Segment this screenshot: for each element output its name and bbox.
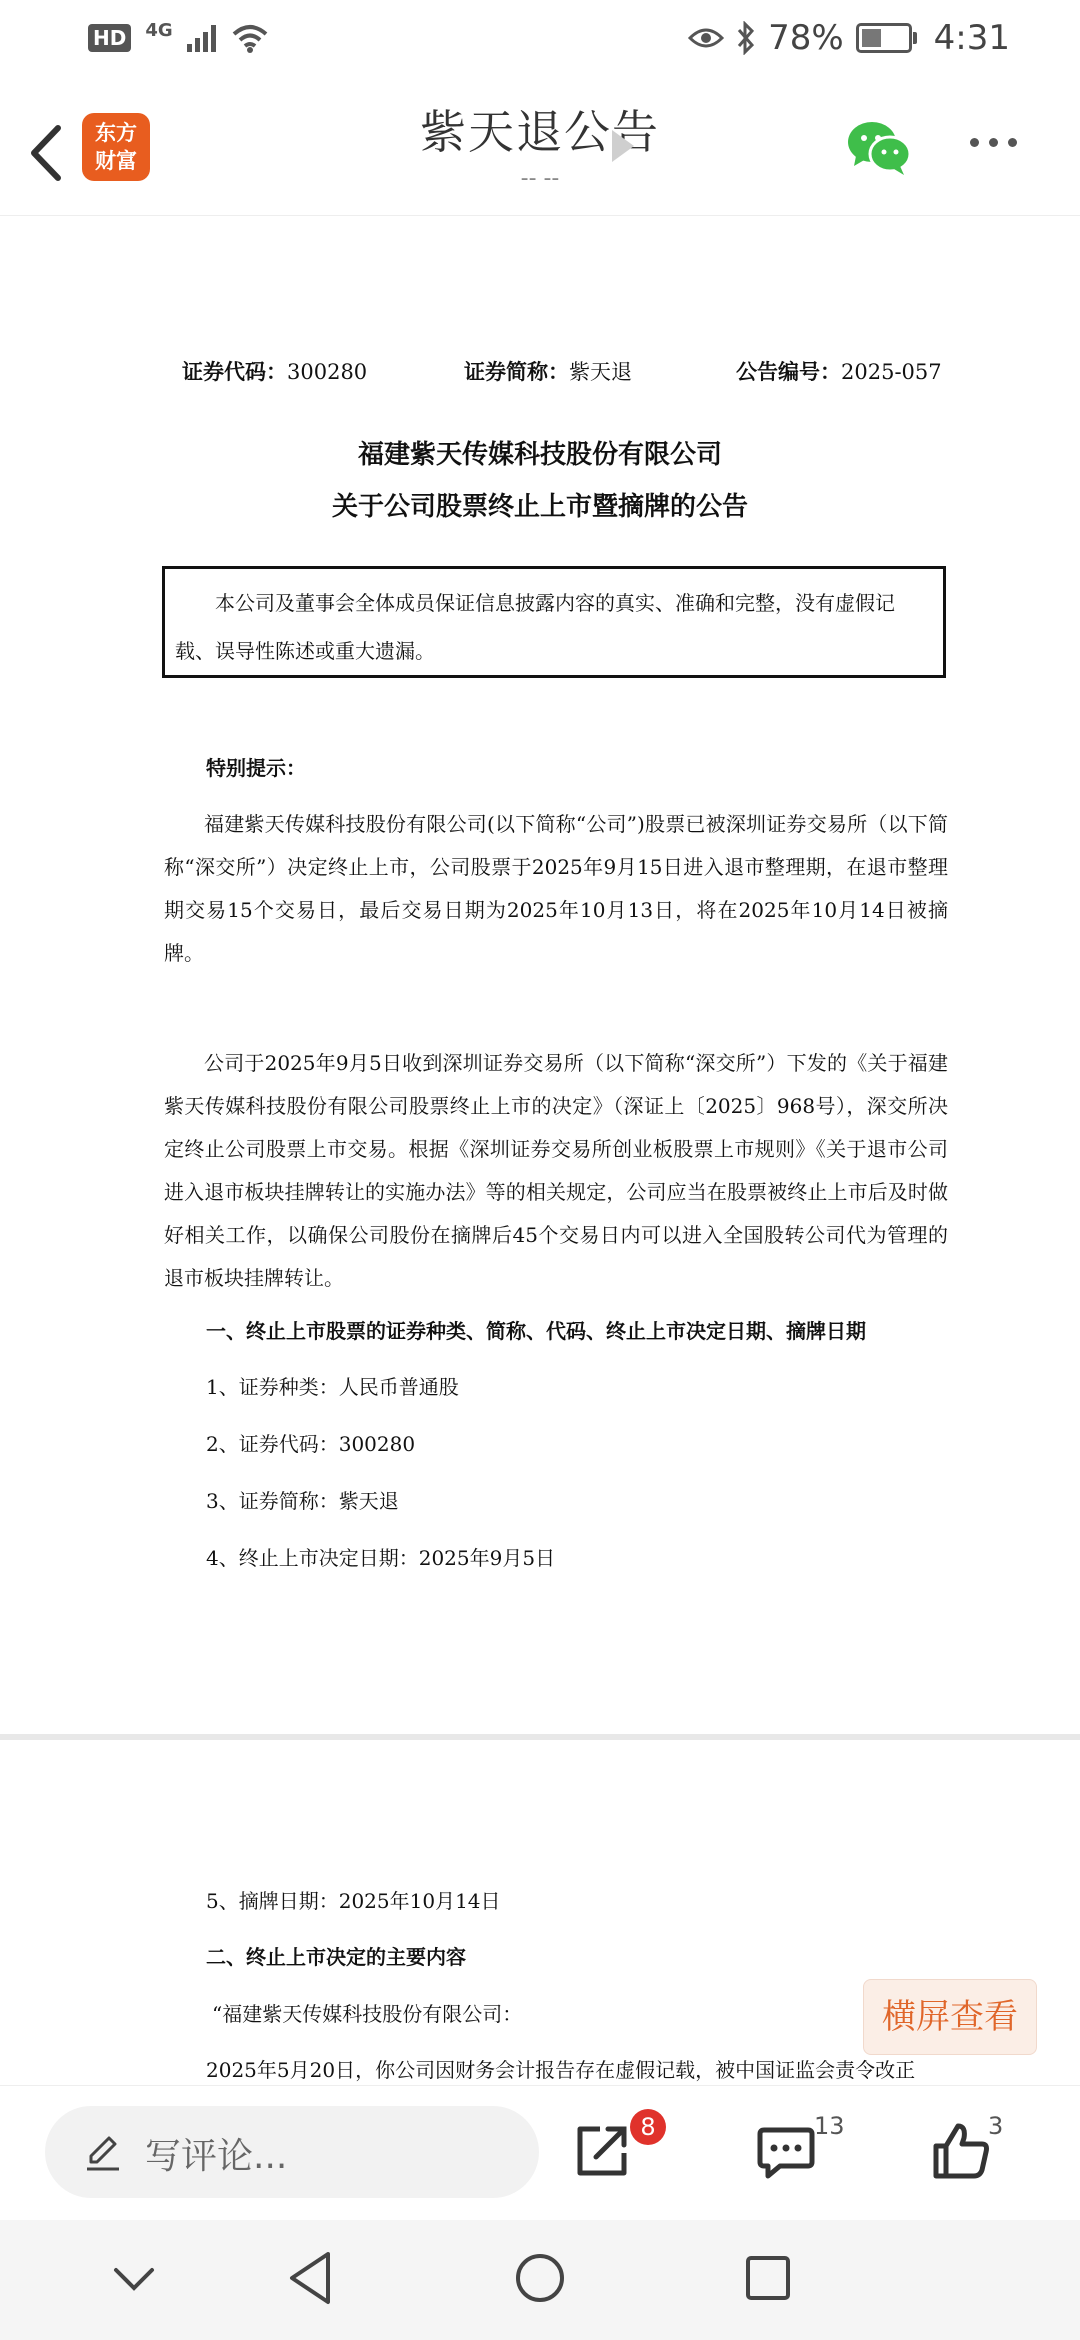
comment-count: 13	[814, 2112, 845, 2140]
status-bar	[0, 0, 1080, 80]
pen-icon	[83, 2132, 123, 2172]
page-divider	[0, 1734, 1080, 1740]
comment-input[interactable]	[45, 2106, 539, 2198]
body-paragraph-1: 公司于2025年9月5日收到深圳证券交易所（以下简称“深交所”）下发的《关于福建紫天传媒科技股份有限公司股票终止上市的决定》（深证上〔2025〕968号），深交所决定终止公司股票上市交易。根据《深圳证券交易所创业板股票上市规则》《关于退市公司进入退市板块挂牌转让的实施办法》等的相关规定，公司应当在股票被终止上市后及时做好相关工作，以确保公司股份在摘牌后45个交易日内可以进入全国股转公司代为管理的退市板块挂牌转让。	[164, 1051, 948, 1290]
battery-icon	[856, 23, 912, 53]
action-bar	[0, 2085, 1080, 2221]
share-badge: 8	[630, 2109, 666, 2145]
announcement-document	[0, 216, 1080, 2086]
network-type: 4G	[145, 19, 173, 41]
section-heading-2: 二、终止上市决定的主要内容	[206, 1945, 466, 1969]
body-paragraph-2: 2025年5月20日，你公司因财务会计报告存在虚假记载，被中国证监会责令改正	[206, 2058, 916, 2082]
quote-start: “福建紫天传媒科技股份有限公司：	[212, 2002, 523, 2026]
notice-number	[736, 356, 942, 386]
comment-placeholder: 写评论...	[145, 2136, 288, 2177]
announcement-title: 关于公司股票终止上市暨摘牌的公告	[331, 492, 748, 522]
recents-square-icon[interactable]	[744, 2254, 792, 2302]
special-notice-title: 特别提示：	[206, 756, 306, 780]
company-title: 福建紫天传媒科技股份有限公司	[357, 440, 722, 470]
signal-icon	[187, 24, 216, 52]
security-code-value: 300280	[287, 360, 368, 384]
back-triangle-icon[interactable]	[286, 2250, 334, 2306]
system-nav-bar	[0, 2220, 1080, 2340]
notice-number-value: 2025-057	[841, 360, 942, 384]
special-notice-paragraph: 福建紫天传媒科技股份有限公司(以下简称“公司”)股票已被深圳证券交易所（以下简称“深交所”）决定终止上市，公司股票于2025年9月15日进入退市整理期，在退市整理期交易15个交易日，最后交易日期为2025年10月13日，将在2025年10月14日被摘牌。	[164, 812, 948, 965]
app-header	[0, 80, 1080, 216]
eye-icon	[688, 26, 724, 50]
battery-percent: 78%	[768, 18, 844, 58]
disclaimer-box: 本公司及董事会全体成员保证信息披露内容的真实、准确和完整，没有虚假记载、误导性陈述或重大遗漏。	[162, 566, 946, 678]
security-short-name	[464, 356, 632, 386]
status-right	[688, 18, 1010, 58]
status-left	[88, 19, 270, 54]
section-heading-1: 一、终止上市股票的证券种类、简称、代码、终止上市决定日期、摘牌日期	[206, 1319, 866, 1343]
security-code-label: 证券代码：	[182, 359, 287, 384]
wifi-icon	[230, 22, 270, 54]
thumbs-up-icon[interactable]	[930, 2120, 992, 2182]
page-title: 紫天退公告	[420, 105, 660, 159]
like-count: 3	[988, 2112, 1004, 2140]
comment-icon[interactable]	[756, 2124, 816, 2180]
landscape-view-button[interactable]: 横屏查看	[863, 1979, 1037, 2055]
bluetooth-icon	[736, 21, 756, 55]
page-subtitle: -- --	[520, 166, 560, 191]
list-item: 4、终止上市决定日期：2025年9月5日	[206, 1546, 556, 1570]
clock: 4:31	[933, 18, 1010, 58]
logo-text-2: 财富	[95, 149, 137, 173]
home-circle-icon[interactable]	[514, 2252, 566, 2304]
play-arrow-icon[interactable]	[612, 130, 634, 162]
list-item: 1、证券种类：人民币普通股	[206, 1375, 459, 1399]
more-icon[interactable]	[970, 138, 1017, 147]
wechat-icon[interactable]	[846, 118, 912, 178]
share-icon[interactable]	[572, 2121, 632, 2181]
list-item: 5、摘牌日期：2025年10月14日	[206, 1889, 501, 1913]
notice-number-label: 公告编号：	[736, 359, 841, 384]
battery-fill	[862, 29, 881, 47]
security-short-label: 证券简称：	[464, 359, 569, 384]
logo-text-1: 东方	[95, 121, 137, 145]
chevron-down-icon[interactable]	[112, 2264, 156, 2294]
security-short-value: 紫天退	[569, 360, 632, 384]
list-item: 3、证券简称：紫天退	[206, 1489, 399, 1513]
hd-icon: HD	[88, 24, 131, 52]
security-code	[182, 356, 367, 386]
list-item: 2、证券代码：300280	[206, 1432, 416, 1456]
